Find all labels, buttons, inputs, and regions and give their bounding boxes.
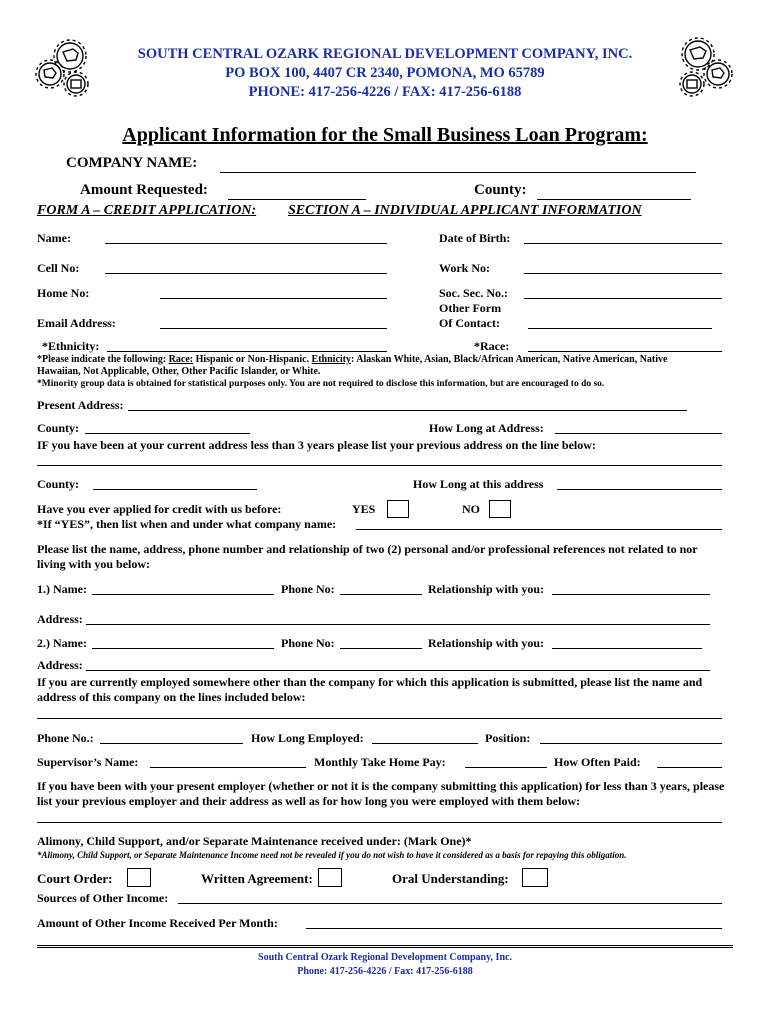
ref1-name-label: 1.) Name: (37, 582, 87, 596)
amount-other-income-field[interactable] (306, 928, 722, 929)
home-label: Home No: (37, 286, 90, 300)
ethnicity-field[interactable] (107, 351, 387, 352)
cell-label: Cell No: (37, 261, 80, 275)
court-order-checkbox[interactable] (127, 868, 151, 887)
previous-address-field[interactable] (37, 465, 722, 466)
amount-requested-label: Amount Requested: (80, 182, 208, 198)
how-often-label: How Often Paid: (554, 755, 641, 769)
county2-field[interactable] (93, 489, 257, 490)
emp-phone-field[interactable] (100, 743, 243, 744)
footer-phone: Phone: 417-256-4226 / Fax: 417-256-6188 (297, 966, 473, 977)
name-field[interactable] (105, 243, 387, 244)
supervisor-label: Supervisor’s Name: (37, 755, 139, 769)
email-label: Email Address: (37, 316, 116, 330)
alimony-label: Alimony, Child Support, and/or Separate Maintenance received under: (Mark One)* (37, 834, 472, 848)
footer-org: South Central Ozark Regional Development Company, Inc. (258, 952, 512, 963)
ref1-address-field[interactable] (86, 624, 710, 625)
how-long-this-address-field[interactable] (557, 489, 722, 490)
header-phone: PHONE: 417-256-4226 / FAX: 417-256-6188 (248, 84, 522, 100)
race-note: *Please indicate the following: Race: Hispanic or Non-Hispanic. Ethnicity: Alaskan White, Asian, Black/African American, Native American, Native Hawaiian, Not Applicable, Other, Other Pacific Islander, or White. (37, 354, 668, 377)
other-contact-field[interactable] (528, 328, 712, 329)
other-form-label: Other Form (439, 301, 502, 315)
how-long-this-address-label: How Long at this address (413, 477, 544, 491)
email-field[interactable] (160, 328, 387, 329)
ref2-address-field[interactable] (86, 670, 710, 671)
amount-other-income-label: Amount of Other Income Received Per Month: (37, 916, 278, 930)
ref2-name-label: 2.) Name: (37, 636, 87, 650)
sources-income-label: Sources of Other Income: (37, 891, 169, 905)
no-checkbox[interactable] (489, 500, 511, 518)
sources-income-field[interactable] (178, 903, 722, 904)
credit-question-label: Have you ever applied for credit with us before: (37, 502, 282, 516)
how-long-address-field[interactable] (555, 433, 722, 434)
how-long-employed-field[interactable] (372, 743, 478, 744)
alimony-note: *Alimony, Child Support, or Separate Maintenance Income need not be revealed if you do not wish to have it considered as a basis for repaying this obligation. (37, 850, 627, 860)
no-label: NO (462, 502, 480, 516)
footer-divider (37, 945, 733, 948)
ref1-relationship-field[interactable] (552, 594, 710, 595)
work-field[interactable] (524, 273, 722, 274)
of-contact-label: Of Contact: (439, 316, 500, 330)
ref1-name-field[interactable] (92, 594, 274, 595)
written-agreement-label: Written Agreement: (201, 871, 313, 886)
page-title: Applicant Information for the Small Business Loan Program: (122, 124, 648, 146)
ref2-phone-field[interactable] (340, 648, 422, 649)
how-long-address-label: How Long at Address: (429, 421, 544, 435)
previous-employer-field[interactable] (37, 822, 722, 823)
name-label: Name: (37, 231, 71, 245)
oral-understanding-label: Oral Understanding: (392, 871, 509, 886)
ref1-phone-label: Phone No: (281, 582, 335, 596)
ref1-address-label: Address: (37, 612, 83, 626)
section-a-heading: SECTION A – INDIVIDUAL APPLICANT INFORMATION (288, 203, 642, 218)
county-field[interactable] (85, 433, 250, 434)
take-home-field[interactable] (465, 767, 547, 768)
oral-understanding-checkbox[interactable] (522, 868, 548, 887)
company-name-label: COMPANY NAME: (66, 155, 198, 171)
home-field[interactable] (160, 298, 387, 299)
dob-field[interactable] (524, 243, 722, 244)
ref2-address-label: Address: (37, 658, 83, 672)
county-top-label: County: (474, 182, 527, 198)
ssn-label: Soc. Sec. No.: (439, 286, 508, 300)
header-org: SOUTH CENTRAL OZARK REGIONAL DEVELOPMENT COMPANY, INC. (137, 46, 633, 62)
ref1-phone-field[interactable] (340, 594, 422, 595)
ssn-field[interactable] (524, 298, 722, 299)
race-label: *Race: (474, 339, 510, 353)
ref1-relationship-label: Relationship with you: (428, 582, 545, 596)
yes-checkbox[interactable] (387, 500, 409, 518)
county-label: County: (37, 421, 80, 435)
dob-label: Date of Birth: (439, 231, 511, 245)
position-field[interactable] (540, 743, 722, 744)
if-yes-field[interactable] (356, 529, 722, 530)
work-label: Work No: (439, 261, 490, 275)
take-home-label: Monthly Take Home Pay: (314, 755, 446, 769)
form-a-heading: FORM A – CREDIT APPLICATION: (37, 203, 257, 218)
county-top-field[interactable] (537, 199, 691, 200)
county2-label: County: (37, 477, 80, 491)
ref2-name-field[interactable] (92, 648, 274, 649)
present-address-field[interactable] (128, 410, 687, 411)
emp-phone-label: Phone No.: (37, 731, 94, 745)
amount-requested-field[interactable] (228, 199, 366, 200)
previous-address-note: IF you have been at your current address less than 3 years please list your previous address on the line below: (37, 438, 596, 452)
written-agreement-checkbox[interactable] (318, 868, 342, 887)
court-order-label: Court Order: (37, 871, 113, 886)
company-name-field[interactable] (220, 172, 696, 173)
present-address-label: Present Address: (37, 398, 124, 412)
how-often-field[interactable] (657, 767, 722, 768)
ref2-relationship-field[interactable] (552, 648, 702, 649)
employer-field[interactable] (37, 718, 722, 719)
cell-field[interactable] (105, 273, 387, 274)
if-yes-label: *If “YES”, then list when and under what company name: (37, 517, 337, 531)
ref2-phone-label: Phone No: (281, 636, 335, 650)
yes-label: YES (352, 502, 376, 516)
ethnicity-label: *Ethnicity: (42, 339, 100, 353)
position-label: Position: (485, 731, 531, 745)
race-field[interactable] (528, 351, 722, 352)
supervisor-field[interactable] (150, 767, 306, 768)
employment-intro: If you are currently employed somewhere other than the company for which this application is submitted, please list the name and address of this company on the lines included below: (37, 675, 703, 704)
header-address: PO BOX 100, 4407 CR 2340, POMONA, MO 65789 (225, 65, 545, 81)
ref2-relationship-label: Relationship with you: (428, 636, 545, 650)
minority-note: *Minority group data is obtained for statistical purposes only. You are not required to disclose this information, but are encouraged to do so. (37, 379, 605, 389)
references-intro: Please list the name, address, phone number and relationship of two (2) personal and/or professional references not related to nor living with you below: (37, 542, 698, 571)
previous-employer-note: If you have been with your present employer (whether or not it is the company submitting this application) for less than 3 years, please list your previous employer and their address as well as for how long you were employed with them below: (37, 779, 725, 808)
how-long-employed-label: How Long Employed: (251, 731, 364, 745)
